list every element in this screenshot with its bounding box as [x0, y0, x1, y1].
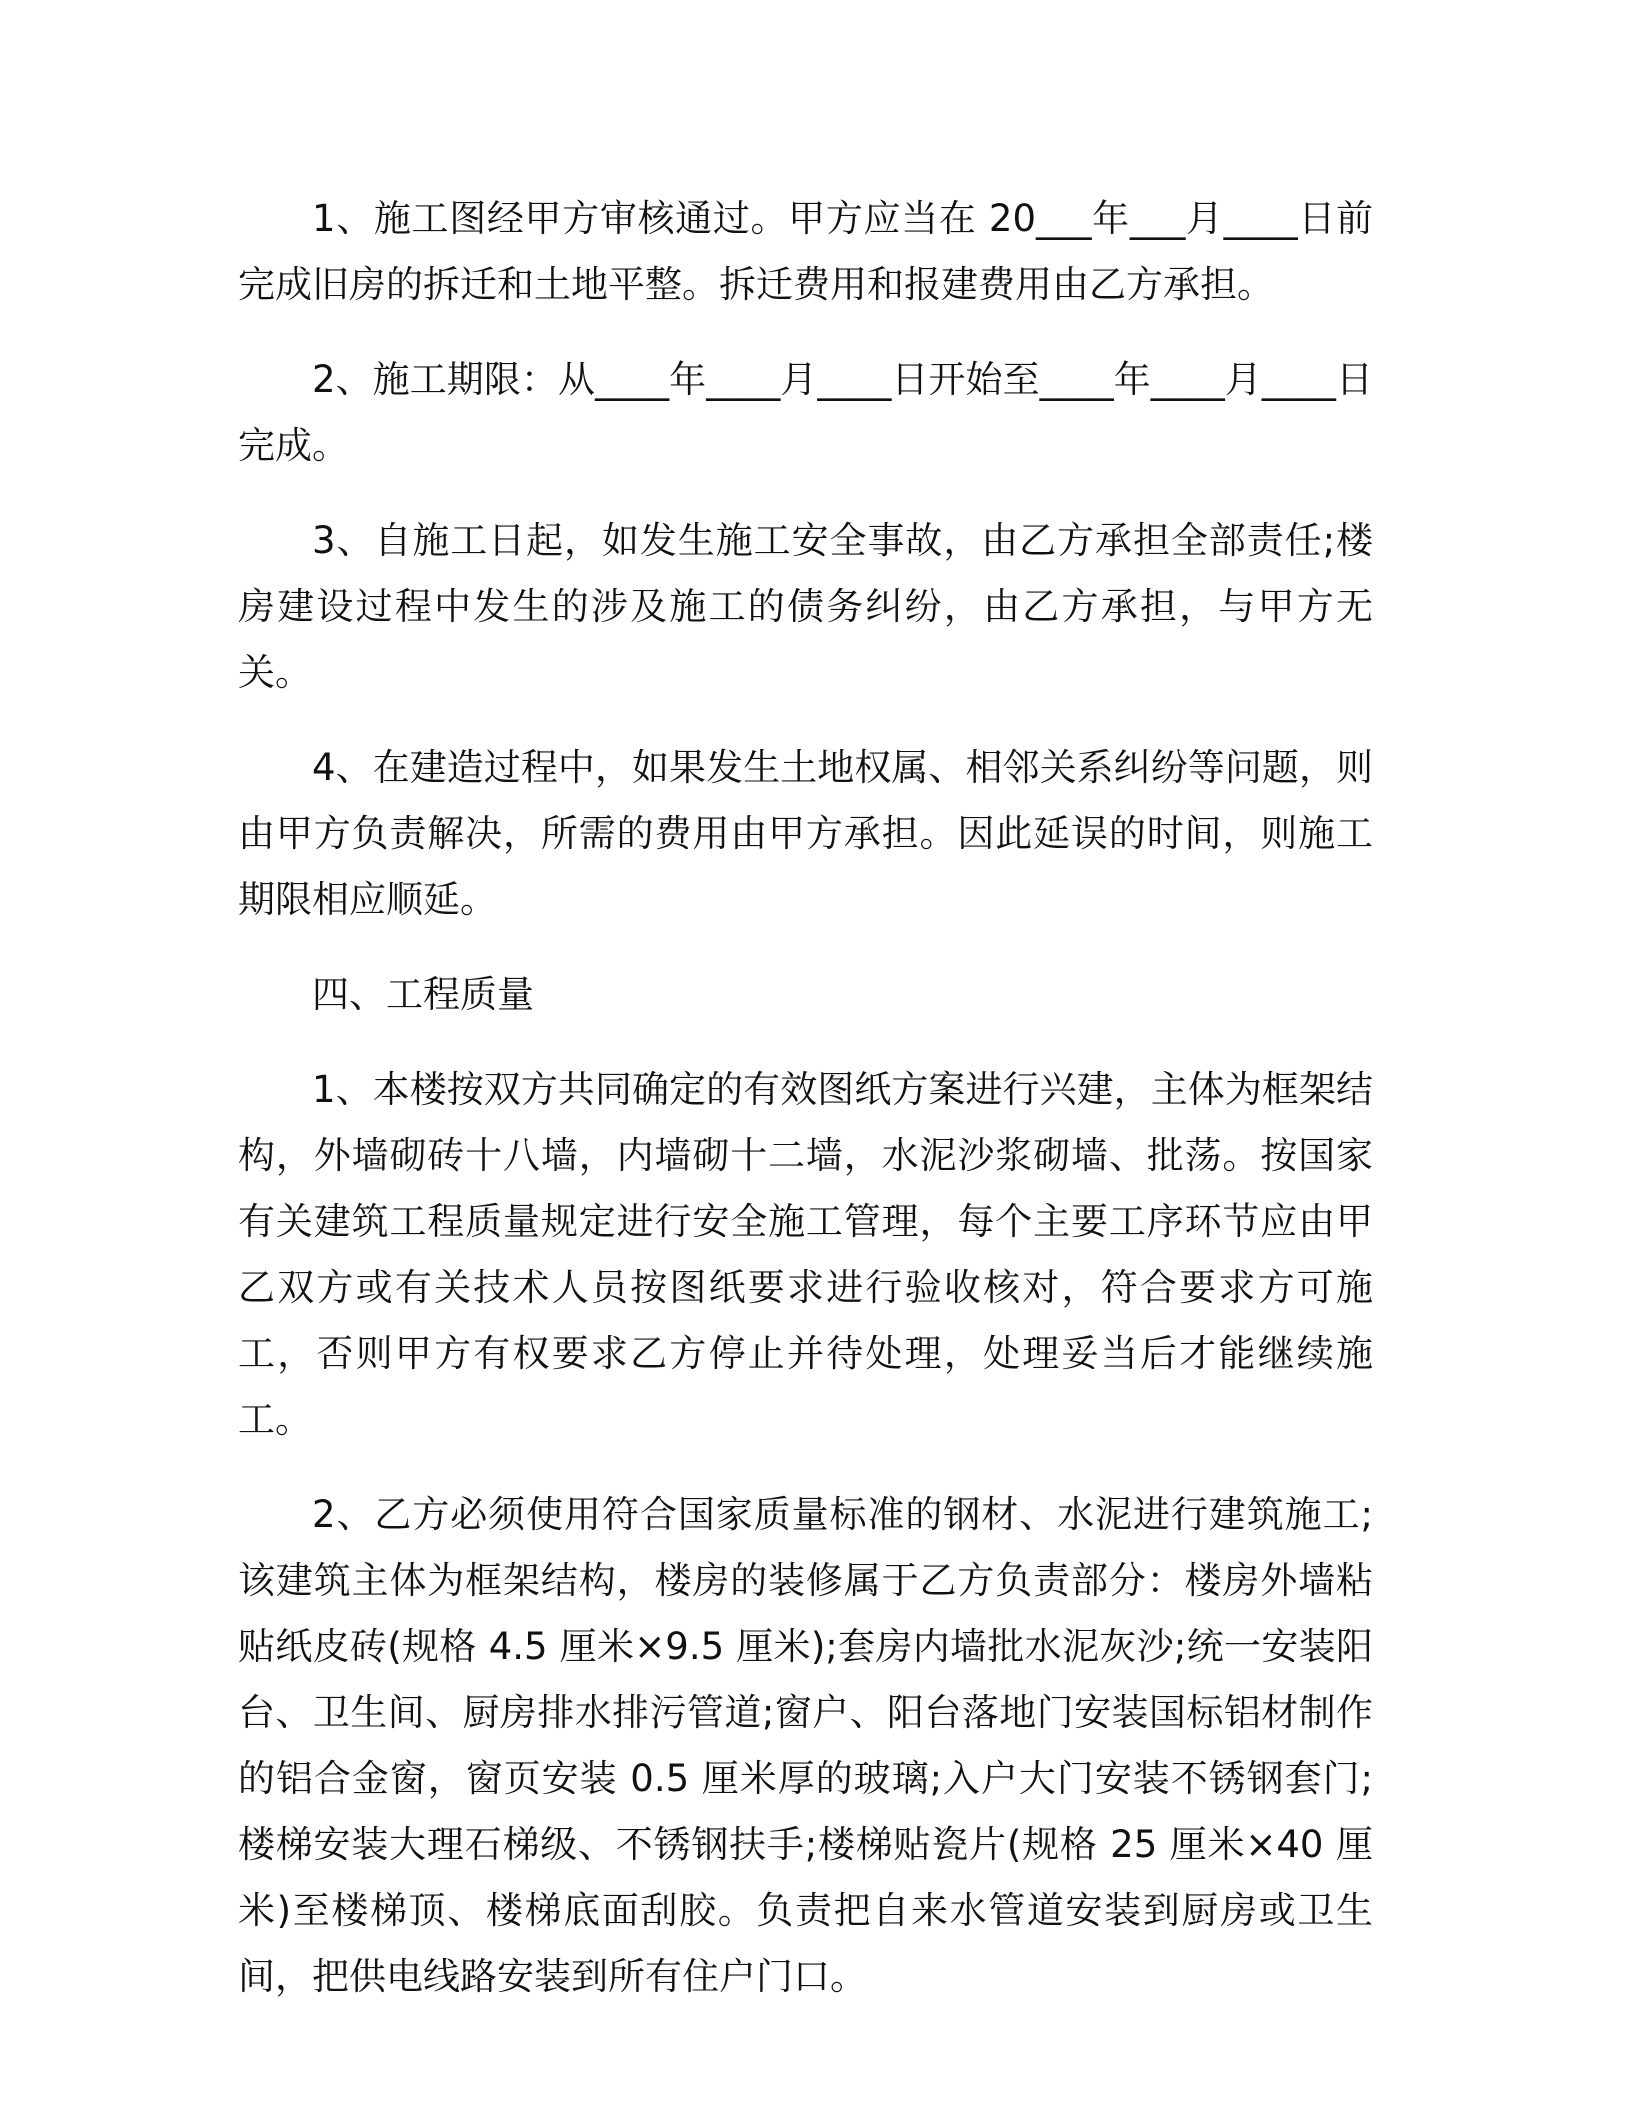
paragraph-demolition: 1、施工图经甲方审核通过。甲方应当在 20___年___月____日前完成旧房的拆迁和土地平整。拆迁费用和报建费用由乙方承担。: [238, 197, 1373, 306]
paragraph-land-disputes: 4、在建造过程中，如果发生土地权属、相邻关系纠纷等问题，则由甲方负责解决，所需的费用由甲方承担。因此延误的时间，则施工期限相应顺延。: [238, 746, 1373, 921]
paragraph-safety-liability: 3、自施工日起，如发生施工安全事故，由乙方承担全部责任;楼房建设过程中发生的涉及施工的债务纠纷，由乙方承担，与甲方无关。: [238, 519, 1373, 694]
document-page: [238, 186, 1373, 2039]
paragraph-quality-materials: 2、乙方必须使用符合国家质量标准的钢材、水泥进行建筑施工;该建筑主体为框架结构，楼房的装修属于乙方负责部分：楼房外墙粘贴纸皮砖(规格 4.5 厘米×9.5 厘米);套房内墙批水泥灰沙;统一安装阳台、卫生间、厨房排水排污管道;窗户、阳台落地门安装国标铝材制作的铝合金窗，窗页安装 0.5 厘米厚的玻璃;入户大门安装不锈钢套门;楼梯安装大理石梯级、不锈钢扶手;楼梯贴瓷片(规格 25 厘米×40 厘米)至楼梯顶、楼梯底面刮胶。负责把自来水管道安装到厨房或卫生间，把供电线路安装到所有住户门口。: [238, 1493, 1373, 1998]
section-heading-quality: 四、工程质量: [312, 973, 534, 1016]
paragraph-construction-period: 2、施工期限：从____年____月____日开始至____年____月____日完成。: [238, 358, 1373, 467]
paragraph-quality-design: 1、本楼按双方共同确定的有效图纸方案进行兴建，主体为框架结构，外墙砌砖十八墙，内墙砌十二墙，水泥沙浆砌墙、批荡。按国家有关建筑工程质量规定进行安全施工管理，每个主要工序环节应由甲乙双方或有关技术人员按图纸要求进行验收核对，符合要求方可施工，否则甲方有权要求乙方停止并待处理，处理妥当后才能继续施工。: [238, 1068, 1373, 1441]
